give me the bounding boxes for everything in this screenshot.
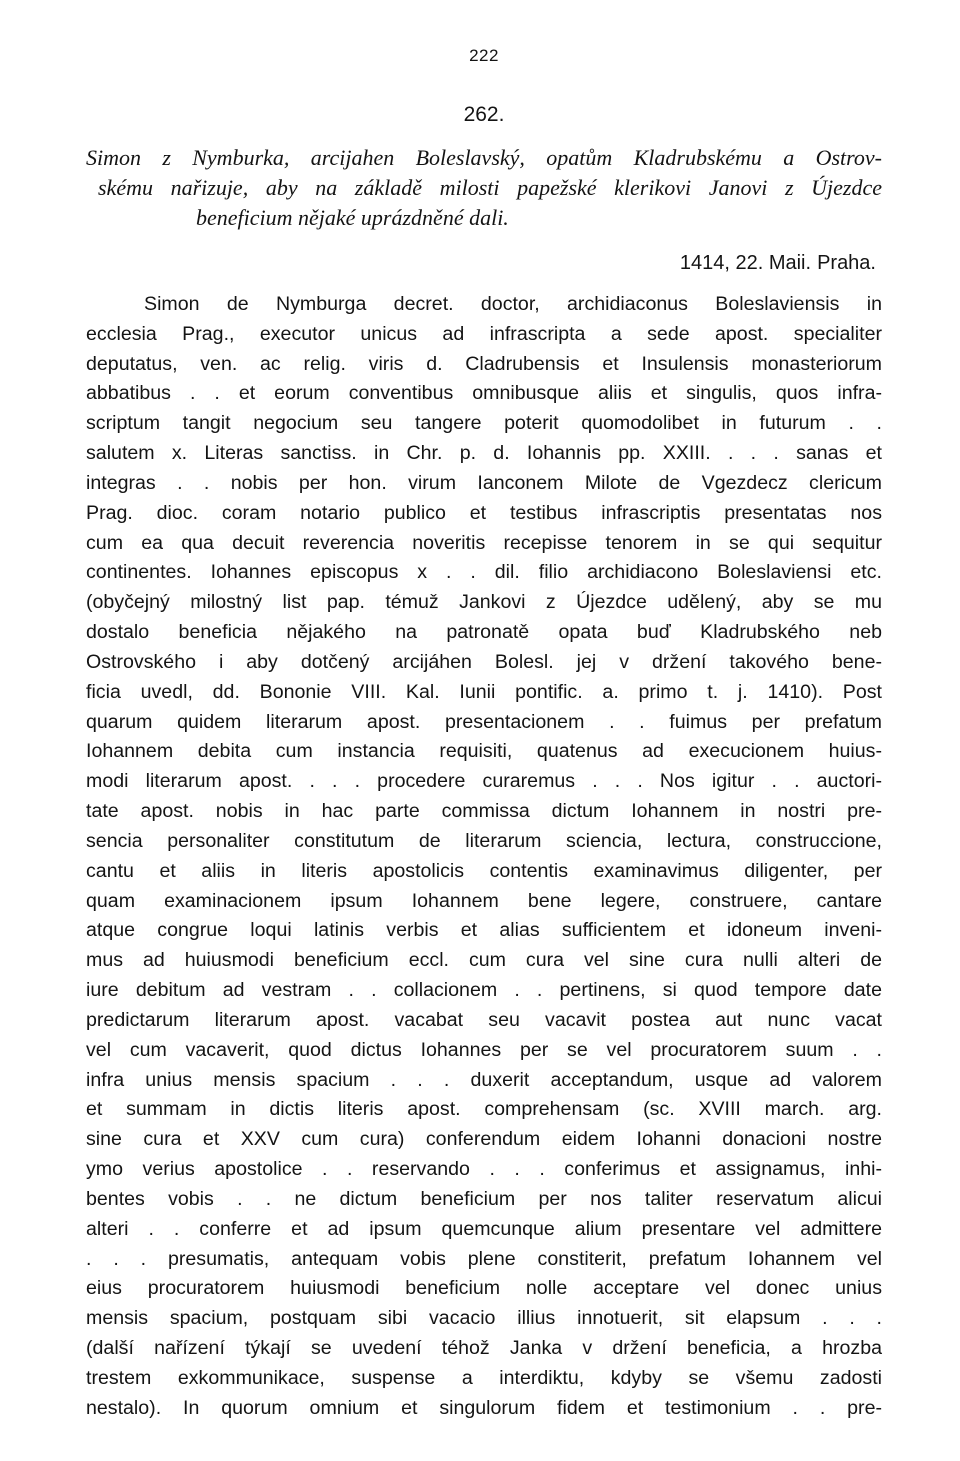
heading-line: skému nařizuje, aby na základě milosti papežské klerikovi Janovi z Újezdce <box>98 175 882 200</box>
text-line: Simon de Nymburga decret. doctor, archidiaconus Boleslaviensis in <box>144 293 882 315</box>
text-line: mus ad huiusmodi beneficium eccl. cum cura vel sine cura nulli alteri de <box>86 949 882 972</box>
text-line: vel cum vacaverit, quod dictus Iohannes per se vel procuratorem suum . . <box>86 1038 882 1061</box>
text-line: ecclesia Prag., executor unicus ad infrascripta a sede apost. specialiter <box>86 322 882 345</box>
text-line: sine cura et XXV cum cura) conferendum eidem Iohanni donacioni nostre <box>86 1128 882 1151</box>
text-line: alteri . . conferre et ad ipsum quemcunque alium presentare vel admittere <box>86 1217 882 1240</box>
heading-line: beneficium nějaké uprázdněné dali. <box>196 205 509 230</box>
text-line: cum ea qua decuit reverencia noveritis recepisse tenorem in se qui sequitur <box>86 531 882 554</box>
text-line: ficia uvedl, dd. Bononie VIII. Kal. Iunii pontific. a. primo t. j. 1410). Post <box>86 680 882 703</box>
text-line: sencia personaliter constitutum de literarum sciencia, lectura, construccione, <box>86 829 882 852</box>
text-line: atque congrue loqui latinis verbis et alias sufficientem et idoneum inveni- <box>86 919 882 942</box>
text-line: quam examinacionem ipsum Iohannem bene legere, construere, cantare <box>86 889 882 912</box>
text-line: scriptum tangit negocium seu tangere poterit quomodolibet in futurum . . <box>86 412 882 435</box>
text-line: continentes. Iohannes episcopus x . . dil. filio archidiacono Boleslaviensi etc. <box>86 561 882 584</box>
text-line: et summam in dictis literis apost. comprehensam (sc. XVIII march. arg. <box>86 1098 882 1121</box>
text-line: predictarum literarum apost. vacabat seu vacavit postea aut nunc vacat <box>86 1008 882 1031</box>
text-line: Ostrovského i aby dotčený arcijáhen Bolesl. jej v držení takového bene- <box>86 650 882 673</box>
text-line: (obyčejný milostný list pap. témuž Jankovi z Újezdce udělený, aby se mu <box>86 591 882 614</box>
text-line: iure debitum ad vestram . . collacionem . . pertinens, si quod tempore date <box>86 979 882 1002</box>
text-line: bentes vobis . . ne dictum beneficium per nos taliter reservatum alicui <box>86 1187 882 1210</box>
text-line: tate apost. nobis in hac parte commissa dictum Iohannem in nostri pre- <box>86 800 882 823</box>
heading-line: Simon z Nymburka, arcijahen Boleslavský, opatům Kladrubskému a Ostrov- <box>86 145 882 170</box>
document-number: 262. <box>463 103 505 126</box>
text-line: mensis spacium, postquam sibi vacacio illius innotuerit, sit elapsum . . . <box>86 1307 882 1330</box>
text-line: abbatibus . . et eorum conventibus omnibusque aliis et singulis, quos infra- <box>86 382 882 405</box>
dateline-place: Praha. <box>817 252 876 274</box>
text-line: cantu et aliis in literis apostolicis contentis examinavimus diligenter, per <box>86 859 882 882</box>
text-line: Iohannem debita cum instancia requisiti, quatenus ad execucionem huius- <box>86 740 882 763</box>
latin-body-text <box>86 290 882 1423</box>
text-line: (další nařízení týkají se uvedení téhož Janka v držení beneficia, a hrozba <box>86 1336 882 1359</box>
czech-summary-heading <box>86 143 882 233</box>
text-line: modi literarum apost. . . . procedere curaremus . . . Nos igitur . . auctori- <box>86 770 882 793</box>
text-line: integras . . nobis per hon. virum Ianconem Milote de Vgezdecz clericum <box>86 471 882 494</box>
text-line: . . . presumatis, antequam vobis plene constiterit, prefatum Iohannem vel <box>86 1247 882 1270</box>
text-line: ymo verius apostolice . . reservando . . . conferimus et assignamus, inhi- <box>86 1158 882 1181</box>
text-line: salutem x. Literas sanctiss. in Chr. p. d. Iohannis pp. XXIII. . . . sanas et <box>86 442 882 465</box>
text-line: eius procuratorem huiusmodi beneficium nolle acceptare vel donec unius <box>86 1277 882 1300</box>
text-line: quarum quidem literarum apost. presentacionem . . fuimus per prefatum <box>86 710 882 733</box>
text-line: nestalo). In quorum omnium et singulorum fidem et testimonium . . pre- <box>86 1396 882 1419</box>
dateline <box>86 252 882 275</box>
text-line: infra unius mensis spacium . . . duxerit acceptandum, usque ad valorem <box>86 1068 882 1091</box>
page-number: 222 <box>469 46 499 65</box>
text-line: trestem exkommunikace, suspense a interdiktu, kdyby se všemu zadosti <box>86 1366 882 1389</box>
text-line: deputatus, ven. ac relig. viris d. Cladrubensis et Insulensis monasteriorum <box>86 352 882 375</box>
text-line: Prag. dioc. coram notario publico et testibus infrascriptis presentatas nos <box>86 501 882 524</box>
text-line: dostalo beneficia nějakého na patronatě opata buď Kladrubského neb <box>86 621 882 644</box>
dateline-date: 1414, 22. Maii. <box>679 252 812 274</box>
